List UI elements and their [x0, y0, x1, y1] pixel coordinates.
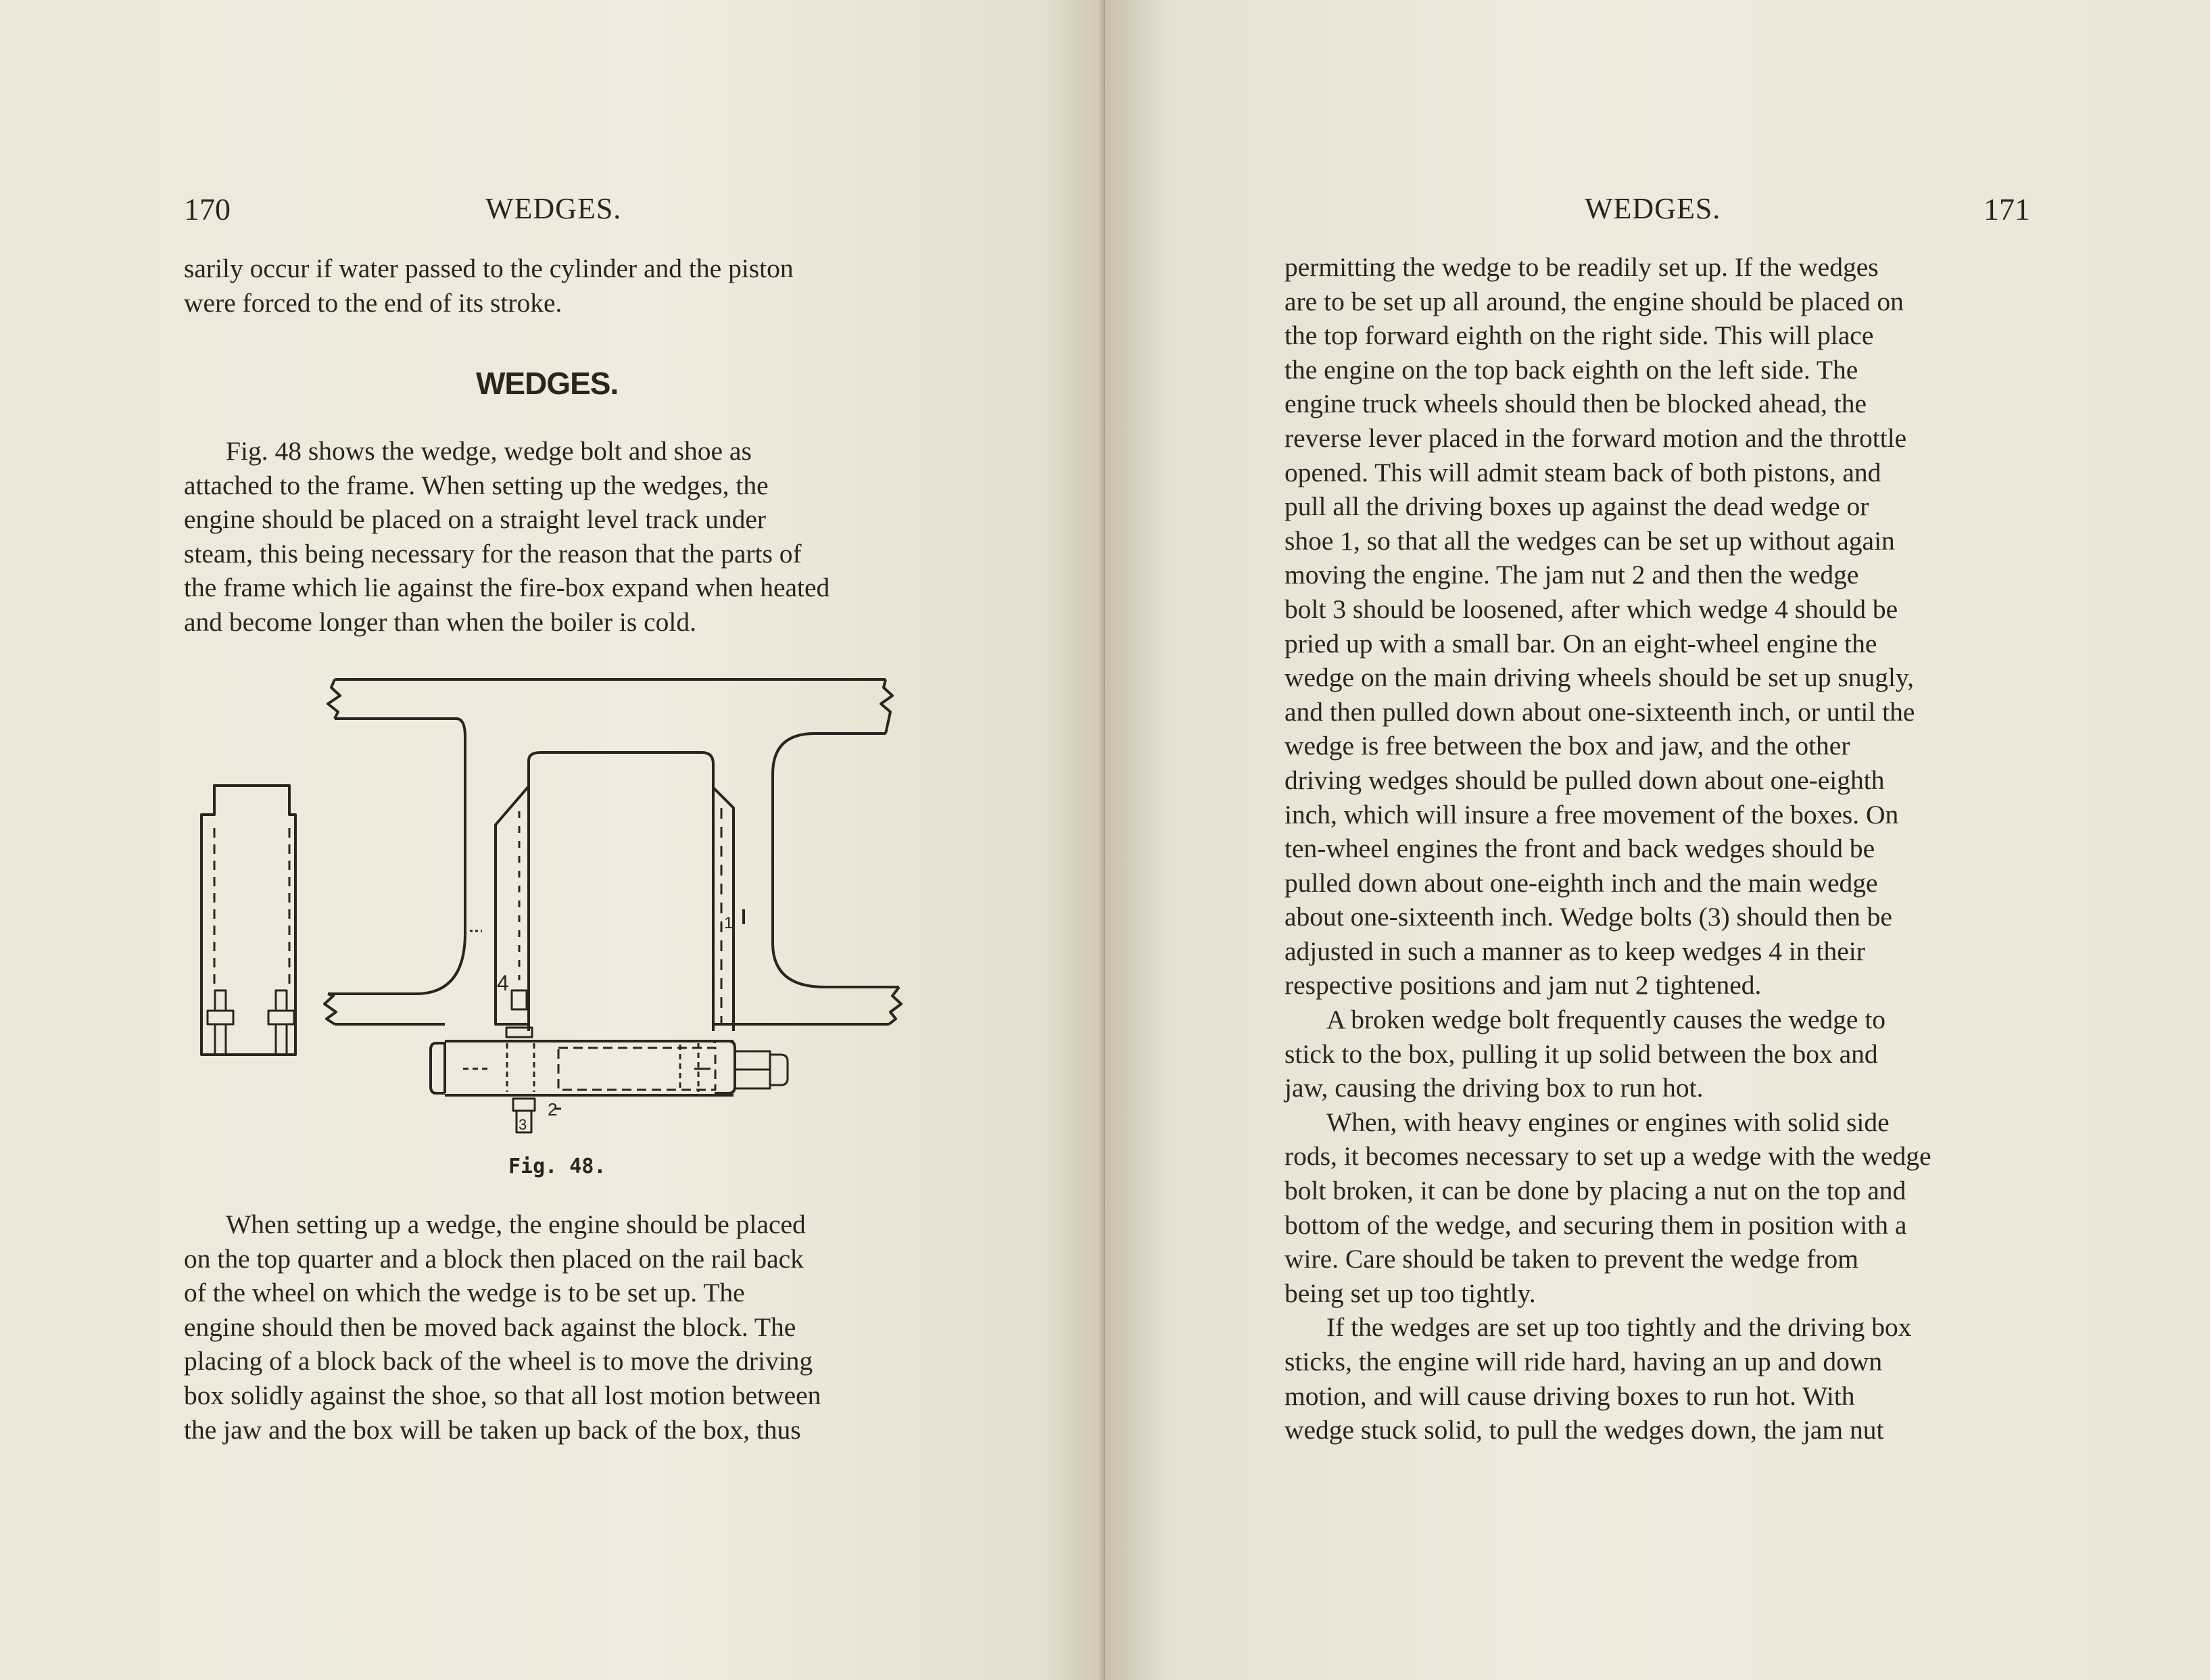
text-line: are to be set up all around, the engine should be placed on	[1284, 286, 1904, 316]
paragraph-setting-up	[184, 1207, 923, 1447]
text-line: respective positions and jam nut 2 tightened.	[1284, 970, 1762, 1001]
text-line: attached to the frame. When setting up the wedges, the	[184, 470, 769, 500]
text-line: bottom of the wedge, and securing them in position with a	[1284, 1209, 1907, 1240]
shoe-label-1: 1	[724, 914, 734, 932]
text-line: placing of a block back of the wheel is to move the driving	[184, 1346, 813, 1376]
text-line: the top forward eighth on the right side. This will place	[1284, 320, 1874, 351]
running-head-left: WEDGES.	[485, 192, 622, 225]
text-line: of the wheel on which the wedge is to be set up. The	[184, 1278, 745, 1308]
wedge-detail-drawing	[201, 786, 295, 1055]
section-heading: WEDGES.	[476, 366, 619, 401]
text-line: jaw, causing the driving box to run hot.	[1284, 1073, 1704, 1103]
frame-outline	[325, 679, 901, 1024]
text-line: stick to the box, pulling it up solid between the box and	[1284, 1038, 1878, 1069]
text-line: Fig. 48 shows the wedge, wedge bolt and shoe as	[226, 436, 752, 466]
figure-caption: Fig. 48.	[508, 1155, 606, 1178]
text-line: pull all the driving boxes up against the dead wedge or	[1284, 491, 1869, 522]
text-line: steam, this being necessary for the reason that the parts of	[184, 538, 802, 569]
text-line: bolt broken, it can be done by placing a nut on the top and	[1284, 1176, 1906, 1206]
page-number-left: 170	[184, 192, 231, 226]
shoe-drawing	[713, 788, 744, 1031]
text-line: the jaw and the box will be taken up back of the box, thus	[184, 1414, 801, 1445]
text-line: wire. Care should be taken to prevent the wedge from	[1284, 1244, 1858, 1274]
text-line: shoe 1, so that all the wedges can be set up without again	[1284, 525, 1895, 556]
right-page	[1105, 0, 2210, 1680]
text-line: bolt 3 should be loosened, after which wedge 4 should be	[1284, 594, 1898, 624]
page-number-right: 171	[1984, 192, 2030, 226]
text-line: opened. This will admit steam back of both pistons, and	[1284, 457, 1881, 487]
text-line: pried up with a small bar. On an eight-wheel engine the	[1284, 628, 1877, 658]
text-line: inch, which will insure a free movement of the boxes. On	[1284, 799, 1899, 830]
intro-text	[184, 251, 923, 320]
wedge-bolt-drawing	[431, 1028, 788, 1132]
figure-48-diagram	[193, 673, 909, 1146]
text-line: and then pulled down about one-sixteenth inch, or until the	[1284, 696, 1915, 727]
text-line: reverse lever placed in the forward motion and the throttle	[1284, 423, 1907, 453]
text-line: permitting the wedge to be readily set up. If the wedges	[1284, 252, 1879, 282]
text-line: A broken wedge bolt frequently causes the wedge to	[1326, 1005, 1886, 1035]
text-line: engine should then be moved back against the block. The	[184, 1312, 796, 1342]
text-line: motion, and will cause driving boxes to run hot. With	[1284, 1381, 1855, 1411]
text-line: adjusted in such a manner as to keep wedges 4 in their	[1284, 936, 1865, 966]
paragraph-wedge-intro	[184, 434, 923, 640]
text-line: sarily occur if water passed to the cylinder and the piston	[184, 254, 794, 283]
text-line: If the wedges are set up too tightly and the driving box	[1326, 1312, 1912, 1343]
text-line: the engine on the top back eighth on the left side. The	[1284, 354, 1858, 385]
text-line: When, with heavy engines or engines with solid side	[1326, 1107, 1890, 1137]
text-line: rods, it becomes necessary to set up a wedge with the wedge	[1284, 1141, 1931, 1172]
paragraph-setting-all	[1284, 250, 2027, 1447]
text-line: pulled down about one-eighth inch and the main wedge	[1284, 867, 1878, 898]
text-line: wedge is free between the box and jaw, and the other	[1284, 731, 1850, 761]
text-line: ten-wheel engines the front and back wedges should be	[1284, 834, 1875, 864]
text-line: being set up too tightly.	[1284, 1278, 1536, 1308]
bolt-label-3: 3	[519, 1116, 527, 1133]
text-line: driving wedges should be pulled down about one-eighth	[1284, 765, 1885, 795]
text-line: sticks, the engine will ride hard, having an up and down	[1284, 1347, 1883, 1376]
nut-label-2: 2	[548, 1099, 558, 1120]
text-line: the frame which lie against the fire-box expand when heated	[184, 573, 830, 603]
text-line: engine should be placed on a straight level track under	[184, 504, 767, 535]
driving-box-outline	[529, 752, 713, 1031]
wedge-label-4: 4	[497, 971, 509, 995]
text-line: wedge on the main driving wheels should be set up snugly,	[1284, 663, 1915, 693]
text-line: wedge stuck solid, to pull the wedges down, the jam nut	[1284, 1415, 1884, 1445]
text-line: box solidly against the shoe, so that all lost motion between	[184, 1380, 821, 1410]
running-head-right: WEDGES.	[1585, 192, 1721, 225]
text-line: about one-sixteenth inch. Wedge bolts (3) should then be	[1284, 902, 1892, 932]
text-line: moving the engine. The jam nut 2 and then the wedge	[1284, 560, 1859, 590]
text-line: engine truck wheels should then be blocked ahead, the	[1284, 389, 1867, 419]
text-line: When setting up a wedge, the engine should be placed	[226, 1209, 806, 1239]
text-line: and become longer than when the boiler is cold.	[184, 606, 696, 637]
text-line: were forced to the end of its stroke.	[184, 287, 562, 318]
text-line: on the top quarter and a block then placed on the rail back	[184, 1243, 804, 1274]
